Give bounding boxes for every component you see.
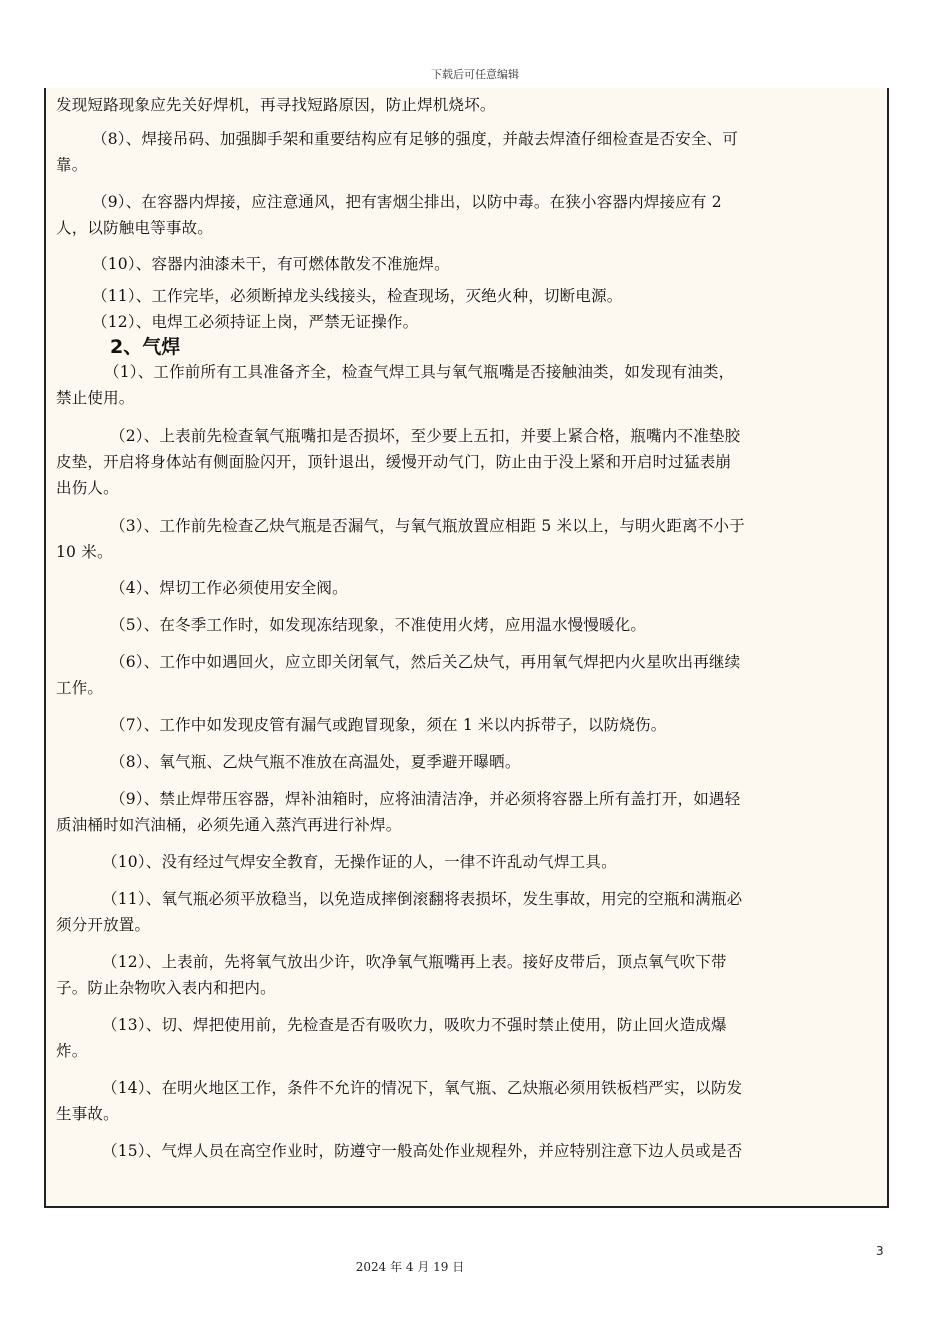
- paragraph-line: （9）、禁止焊带压容器，焊补油箱时，应将油清洁净，并必须将容器上所有盖打开，如遇轻: [110, 790, 741, 808]
- paragraph: [56, 886, 882, 938]
- paragraph-line: （10）、没有经过气焊安全教育，无操作证的人，一律不许乱动气焊工具。: [102, 853, 617, 871]
- paragraph: [56, 283, 882, 309]
- paragraph: [56, 251, 882, 277]
- paragraph-line: （2）、上表前先检查氧气瓶嘴扣是否损坏，至少要上五扣，并要上紧合格，瓶嘴内不准垫胶: [110, 427, 741, 445]
- paragraph-line: （8）、焊接吊码、加强脚手架和重要结构应有足够的强度，并敲去焊渣仔细检查是否安全、可: [92, 130, 739, 148]
- paragraph-line: （5）、在冬季工作时，如发现冻结现象，不准使用火烤，应用温水慢慢暖化。: [110, 616, 647, 634]
- paragraph: [56, 309, 882, 335]
- document-body: [56, 92, 882, 1164]
- paragraph: [56, 649, 882, 701]
- section2-heading: 2、气焊: [110, 336, 181, 358]
- paragraph-line: 靠。: [56, 156, 88, 174]
- paragraph: [56, 786, 882, 838]
- paragraph: [56, 612, 882, 638]
- page-header: 下载后可任意编辑: [431, 68, 519, 81]
- section1-paragraphs: [56, 92, 882, 335]
- paragraph: [56, 92, 882, 118]
- paragraph: [56, 949, 882, 1001]
- paragraph-line: （11）、氧气瓶必须平放稳当，以免造成摔倒滚翻将表损坏，发生事故，用完的空瓶和满瓶必: [102, 890, 743, 908]
- paragraph-line: （6）、工作中如遇回火，应立即关闭氧气，然后关乙炔气，再用氧气焊把内火星吹出再继续: [110, 653, 741, 671]
- paragraph-line: 皮垫，开启将身体站有侧面脸闪开，顶针退出，缓慢开动气门，防止由于没上紧和开启时过猛表崩: [56, 453, 732, 471]
- paragraph-line: （10）、容器内油漆未干，有可燃体散发不准施焊。: [92, 255, 450, 273]
- paragraph-line: 工作。: [56, 679, 104, 697]
- paragraph-line: 子。防止杂物吹入表内和把内。: [56, 979, 276, 997]
- paragraph-line: 炸。: [56, 1042, 88, 1060]
- paragraph-line: 须分开放置。: [56, 916, 151, 934]
- paragraph-line: 出伤人。: [56, 479, 119, 497]
- paragraph-line: 人，以防触电等事故。: [56, 219, 214, 237]
- paragraph: [56, 1075, 882, 1127]
- paragraph: [56, 126, 882, 178]
- paragraph-line: 10 米。: [56, 543, 113, 561]
- paragraph-line: （7）、工作中如发现皮管有漏气或跑冒现象，须在 1 米以内拆带子，以防烧伤。: [110, 716, 667, 734]
- paragraph-line: （3）、工作前先检查乙炔气瓶是否漏气，与氧气瓶放置应相距 5 米以上，与明火距离不小于: [110, 517, 745, 535]
- paragraph-line: （11）、工作完毕，必须断掉龙头线接头，检查现场，灭绝火种，切断电源。: [92, 287, 623, 305]
- paragraph-line: 发现短路现象应先关好焊机，再寻找短路原因，防止焊机烧坏。: [56, 96, 496, 114]
- section2-paragraphs: [56, 359, 882, 1164]
- paragraph-line: （4）、焊切工作必须使用安全阀。: [110, 579, 348, 597]
- paragraph-line: （12）、电焊工必须持证上岗，严禁无证操作。: [92, 313, 419, 331]
- paragraph: [56, 849, 882, 875]
- paragraph: [56, 712, 882, 738]
- footer-date: 2024 年 4 月 19 日: [355, 1260, 465, 1274]
- paragraph: [56, 1012, 882, 1064]
- paragraph: [56, 1138, 882, 1164]
- paragraph: [56, 749, 882, 775]
- paragraph: [56, 359, 882, 411]
- paragraph-line: （13）、切、焊把使用前，先检查是否有吸吹力，吸吹力不强时禁止使用，防止回火造成爆: [102, 1016, 727, 1034]
- paragraph: [56, 189, 882, 241]
- paragraph-line: （15）、气焊人员在高空作业时，防遵守一般高处作业规程外，并应特别注意下边人员或是否: [102, 1142, 743, 1160]
- page-number: 3: [876, 1244, 884, 1258]
- paragraph: [56, 575, 882, 601]
- paragraph-line: 禁止使用。: [56, 389, 135, 407]
- paragraph: [56, 423, 882, 501]
- content-frame: [44, 88, 889, 1208]
- paragraph-line: （14）、在明火地区工作，条件不允许的情况下，氧气瓶、乙炔瓶必须用铁板档严实，以防发: [102, 1079, 743, 1097]
- paragraph-line: 质油桶时如汽油桶，必须先通入蒸汽再进行补焊。: [56, 816, 402, 834]
- paragraph-line: 生事故。: [56, 1105, 119, 1123]
- paragraph-line: （8）、氧气瓶、乙炔气瓶不准放在高温处，夏季避开曝晒。: [110, 753, 521, 771]
- paragraph: [56, 513, 882, 565]
- paragraph-line: （1）、工作前所有工具准备齐全，检查气焊工具与氧气瓶嘴是否接触油类，如发现有油类，: [104, 363, 735, 381]
- paragraph-line: （12）、上表前，先将氧气放出少许，吹净氧气瓶嘴再上表。接好皮带后，顶点氧气吹下带: [102, 953, 727, 971]
- paragraph-line: （9）、在容器内焊接，应注意通风，把有害烟尘排出，以防中毒。在狭小容器内焊接应有 2: [92, 193, 722, 211]
